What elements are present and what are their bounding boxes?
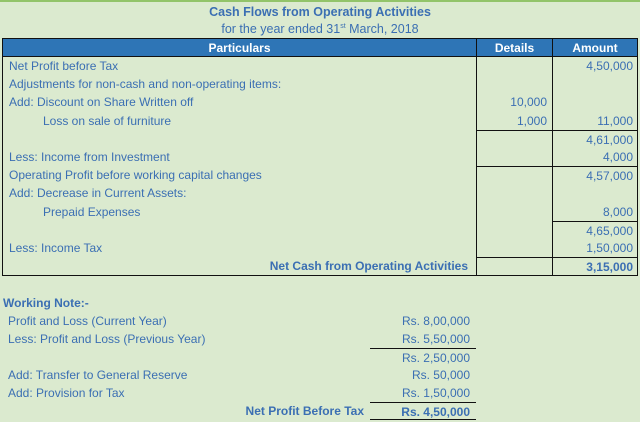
table-row	[3, 166, 637, 184]
note-total-row	[0, 402, 480, 420]
row-label: Add: Decrease in Current Assets:	[3, 184, 477, 202]
working-note-title: Working Note:-	[3, 296, 89, 310]
header-details: Details	[477, 39, 553, 56]
note-row	[0, 366, 480, 384]
subtitle-sup: st	[340, 22, 346, 30]
row-amount	[553, 184, 637, 202]
row-amount: 4,57,000	[553, 166, 637, 184]
row-details	[477, 203, 553, 221]
row-label: Less: Income Tax	[3, 239, 477, 257]
row-details	[477, 130, 553, 148]
row-amount: 8,000	[602, 204, 633, 219]
row-amount	[553, 75, 637, 93]
subtitle-text-end: March, 2018	[345, 22, 419, 36]
row-amount: 1,50,000	[586, 240, 633, 255]
row-label: Add: Discount on Share Written off	[3, 93, 477, 111]
row-details	[477, 221, 553, 239]
table-header	[3, 39, 637, 57]
note-row	[0, 384, 480, 402]
total-label: Net Cash from Operating Activities	[3, 257, 477, 275]
table-row	[3, 75, 637, 93]
total-row	[3, 257, 637, 275]
statement-subtitle	[0, 22, 640, 36]
note-label: Profit and Loss (Current Year)	[8, 314, 167, 328]
note-row	[0, 330, 480, 348]
row-amount: 11,000	[597, 113, 633, 128]
row-label: Prepaid Expenses	[3, 203, 477, 221]
row-details: 1,000	[477, 112, 553, 130]
row-amount: 4,61,000	[553, 130, 637, 148]
note-value: Rs. 2,50,000	[370, 348, 476, 366]
row-label: Net Profit before Tax	[3, 57, 477, 75]
statement-title: Cash Flows from Operating Activities	[209, 5, 431, 19]
table-row	[3, 57, 637, 75]
row-label	[3, 221, 477, 239]
table-row	[3, 221, 637, 239]
table-row	[3, 239, 637, 257]
note-value: Rs. 1,50,000	[401, 386, 470, 400]
total-amount: 3,15,000	[553, 257, 637, 275]
note-row	[0, 348, 480, 366]
note-label: Less: Profit and Loss (Previous Year)	[8, 332, 206, 346]
table-row	[3, 130, 637, 148]
note-total-value: Rs. 4,50,000	[370, 402, 476, 420]
row-details	[477, 166, 553, 184]
cash-flow-table	[2, 38, 638, 276]
row-label	[3, 130, 477, 148]
row-amount: 4,000	[602, 149, 633, 164]
row-details	[477, 239, 553, 257]
row-label: Adjustments for non-cash and non-operating items:	[3, 75, 477, 93]
header-particulars: Particulars	[3, 39, 477, 56]
table-row	[3, 148, 637, 166]
note-row	[0, 312, 480, 330]
subtitle-text: for the year ended 31	[221, 22, 341, 36]
working-note	[0, 294, 480, 420]
note-total-label: Net Profit Before Tax	[245, 404, 364, 418]
note-label	[0, 348, 370, 366]
row-label: Operating Profit before working capital changes	[3, 166, 477, 184]
table-row	[3, 112, 637, 130]
row-amount	[553, 93, 637, 111]
note-label: Add: Transfer to General Reserve	[8, 368, 188, 382]
row-details: 10,000	[477, 93, 553, 111]
table-row	[3, 184, 637, 202]
row-amount: 4,50,000	[586, 59, 633, 73]
header-amount: Amount	[572, 41, 618, 55]
note-value: Rs. 8,00,000	[401, 314, 470, 328]
row-details	[477, 75, 553, 93]
total-details	[477, 257, 553, 275]
row-amount: 4,65,000	[553, 221, 637, 239]
note-value: Rs. 5,50,000	[401, 332, 470, 346]
table-row	[3, 93, 637, 111]
row-details	[477, 184, 553, 202]
note-value: Rs. 50,000	[411, 368, 470, 382]
table-row	[3, 203, 637, 221]
note-label: Add: Provision for Tax	[8, 386, 125, 400]
row-label: Less: Income from Investment	[3, 148, 477, 166]
row-label: Loss on sale of furniture	[3, 112, 477, 130]
row-details	[477, 57, 553, 75]
row-details	[477, 148, 553, 166]
